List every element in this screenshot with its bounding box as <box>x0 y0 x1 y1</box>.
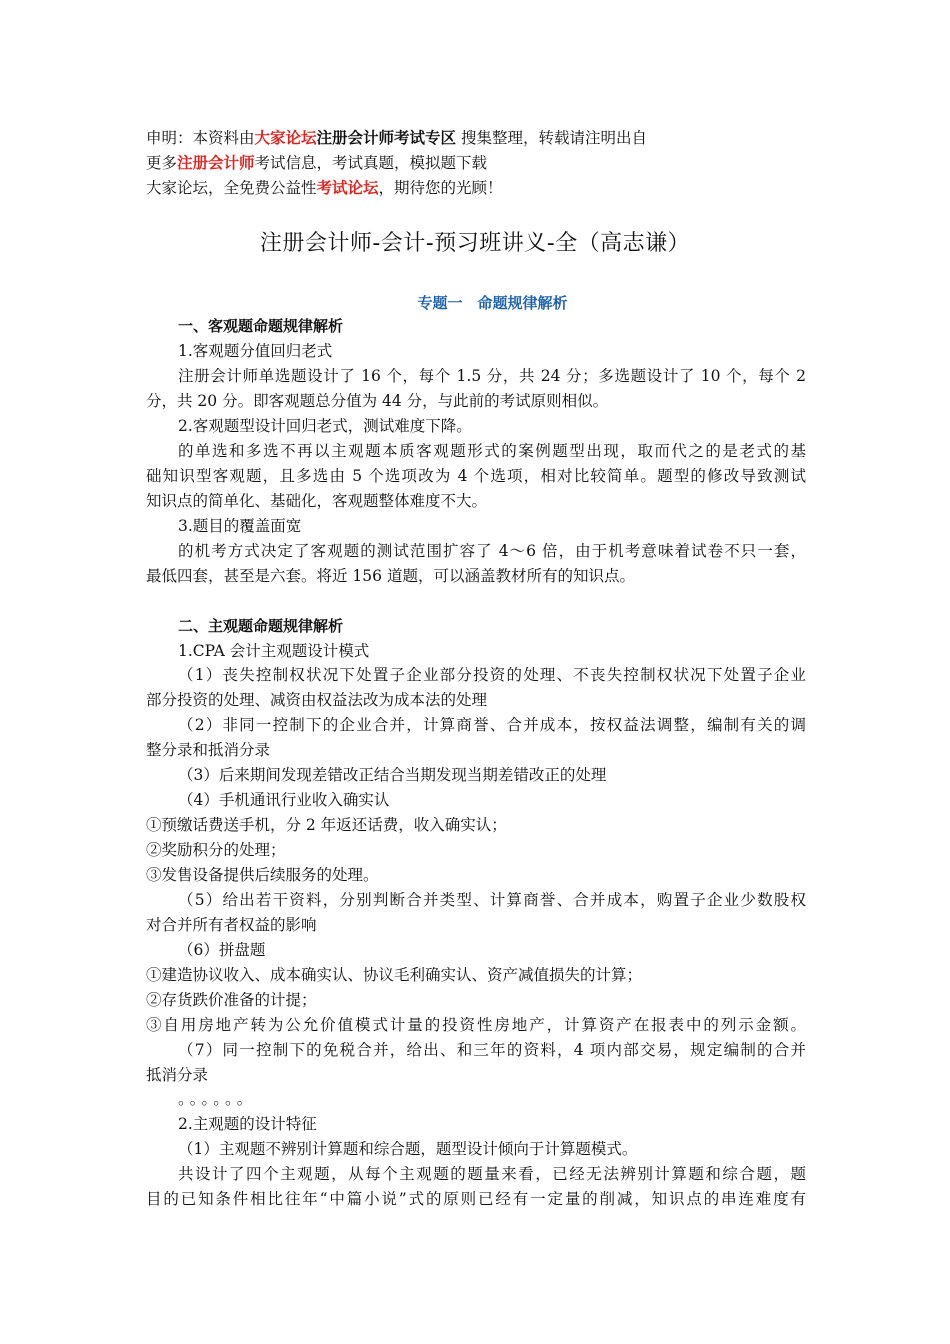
notice-text: 大家论坛，全免费公益性 <box>146 179 317 197</box>
paragraph-line: （1）丧失控制权状况下处置子企业部分投资的处理、不丧失控制权状况下处置子企业 <box>178 666 806 684</box>
paragraph-line: 目的已知条件相比往年“中篇小说”式的原则已经有一定量的削减，知识点的串连难度有 <box>146 1190 806 1208</box>
sub-heading: 1.客观题分值回归老式 <box>178 342 333 360</box>
paragraph-line: （2）非同一控制下的企业合并，计算商誉、合并成本，按权益法调整，编制有关的调 <box>178 716 806 734</box>
paragraph-line: 分，共 20 分。即客观题总分值为 44 分，与此前的考试原则相似。 <box>146 392 609 410</box>
notice-text: 考试信息，考试真题，模拟题下载 <box>254 154 488 172</box>
list-item: ②奖励积分的处理； <box>146 841 286 859</box>
notice-text: 搜集整理，转载请注明出自 <box>456 129 647 147</box>
paragraph-line: 知识点的简单化、基础化，客观题整体难度不大。 <box>146 492 488 510</box>
exam-forum-link[interactable]: 考试论坛 <box>316 178 379 197</box>
paragraph-line: 共设计了四个主观题，从每个主观题的题量来看，已经无法辨别计算题和综合题，题 <box>178 1165 806 1183</box>
paragraph-line: 对合并所有者权益的影响 <box>146 916 317 934</box>
paragraph-line: 部分投资的处理、减资由权益法改为成本法的处理 <box>146 691 488 709</box>
exam-zone-text: 注册会计师考试专区 <box>316 128 457 147</box>
notice-line-2 <box>146 153 487 173</box>
ellipsis-line: 。。。。。。 <box>178 1090 257 1108</box>
forum-link[interactable]: 大家论坛 <box>254 128 317 147</box>
paragraph-line: 整分录和抵消分录 <box>146 741 271 759</box>
paragraph-line: （6）拼盘题 <box>178 941 266 959</box>
paragraph-line: 的机考方式决定了客观题的测试范围扩容了 4～6 倍，由于机考意味着试卷不只一套， <box>178 542 806 560</box>
paragraph-line: 注册会计师单选题设计了 16 个，每个 1.5 分，共 24 分；多选题设计了 10 个，每个 2 <box>178 367 806 385</box>
paragraph-line: 的单选和多选不再以主观题本质客观题形式的案例题型出现，取而代之的是老式的基 <box>178 442 806 460</box>
paragraph-line: 抵消分录 <box>146 1066 209 1084</box>
notice-line-3 <box>146 178 503 198</box>
list-item: ③自用房地产转为公允价值模式计量的投资性房地产，计算资产在报表中的列示金额。 <box>146 1016 806 1034</box>
notice-text: 更多 <box>146 154 178 172</box>
section-heading: 二、主观题命题规律解析 <box>178 617 344 635</box>
sub-heading: 3.题目的覆盖面宽 <box>178 517 302 535</box>
notice-text: ，期待您的光顾！ <box>378 179 503 197</box>
list-item: ①预缴话费送手机，分 2 年返还话费，收入确实认； <box>146 816 507 834</box>
paragraph-line: 最低四套，甚至是六套。将近 156 道题，可以涵盖教材所有的知识点。 <box>146 567 635 585</box>
topic-heading: 专题一 命题规律解析 <box>417 294 568 312</box>
paragraph-line: （7）同一控制下的免税合并，给出、和三年的资料，4 项内部交易，规定编制的合并 <box>178 1041 806 1059</box>
paragraph-line: （4）手机通讯行业收入确实认 <box>178 791 390 809</box>
paragraph-line: （1）主观题不辨别计算题和综合题，题型设计倾向于计算题模式。 <box>178 1140 638 1158</box>
sub-heading: 1.CPA 会计主观题设计模式 <box>178 642 370 660</box>
section-heading: 一、客观题命题规律解析 <box>178 317 344 335</box>
paragraph-line: （3）后来期间发现差错改正结合当期发现当期差错改正的处理 <box>178 766 607 784</box>
sub-heading: 2.客观题型设计回归老式，测试难度下降。 <box>178 417 472 435</box>
cpa-link[interactable]: 注册会计师 <box>177 153 255 172</box>
list-item: ①建造协议收入、成本确实认、协议毛利确实认、资产减值损失的计算； <box>146 966 643 984</box>
paragraph-line: （5）给出若干资料，分别判断合并类型、计算商誉、合并成本，购置子企业少数股权 <box>178 891 806 909</box>
paragraph-line: 础知识型客观题，且多选由 5 个选项改为 4 个选项，相对比较简单。题型的修改导致测试 <box>146 467 806 485</box>
notice-line-1 <box>146 128 647 148</box>
sub-heading: 2.主观题的设计特征 <box>178 1115 317 1133</box>
document-title: 注册会计师-会计-预习班讲义-全（高志谦） <box>259 231 691 256</box>
list-item: ③发售设备提供后续服务的处理。 <box>146 866 379 884</box>
notice-text: 申明：本资料由 <box>146 129 255 147</box>
list-item: ②存货跌价准备的计提； <box>146 991 317 1009</box>
